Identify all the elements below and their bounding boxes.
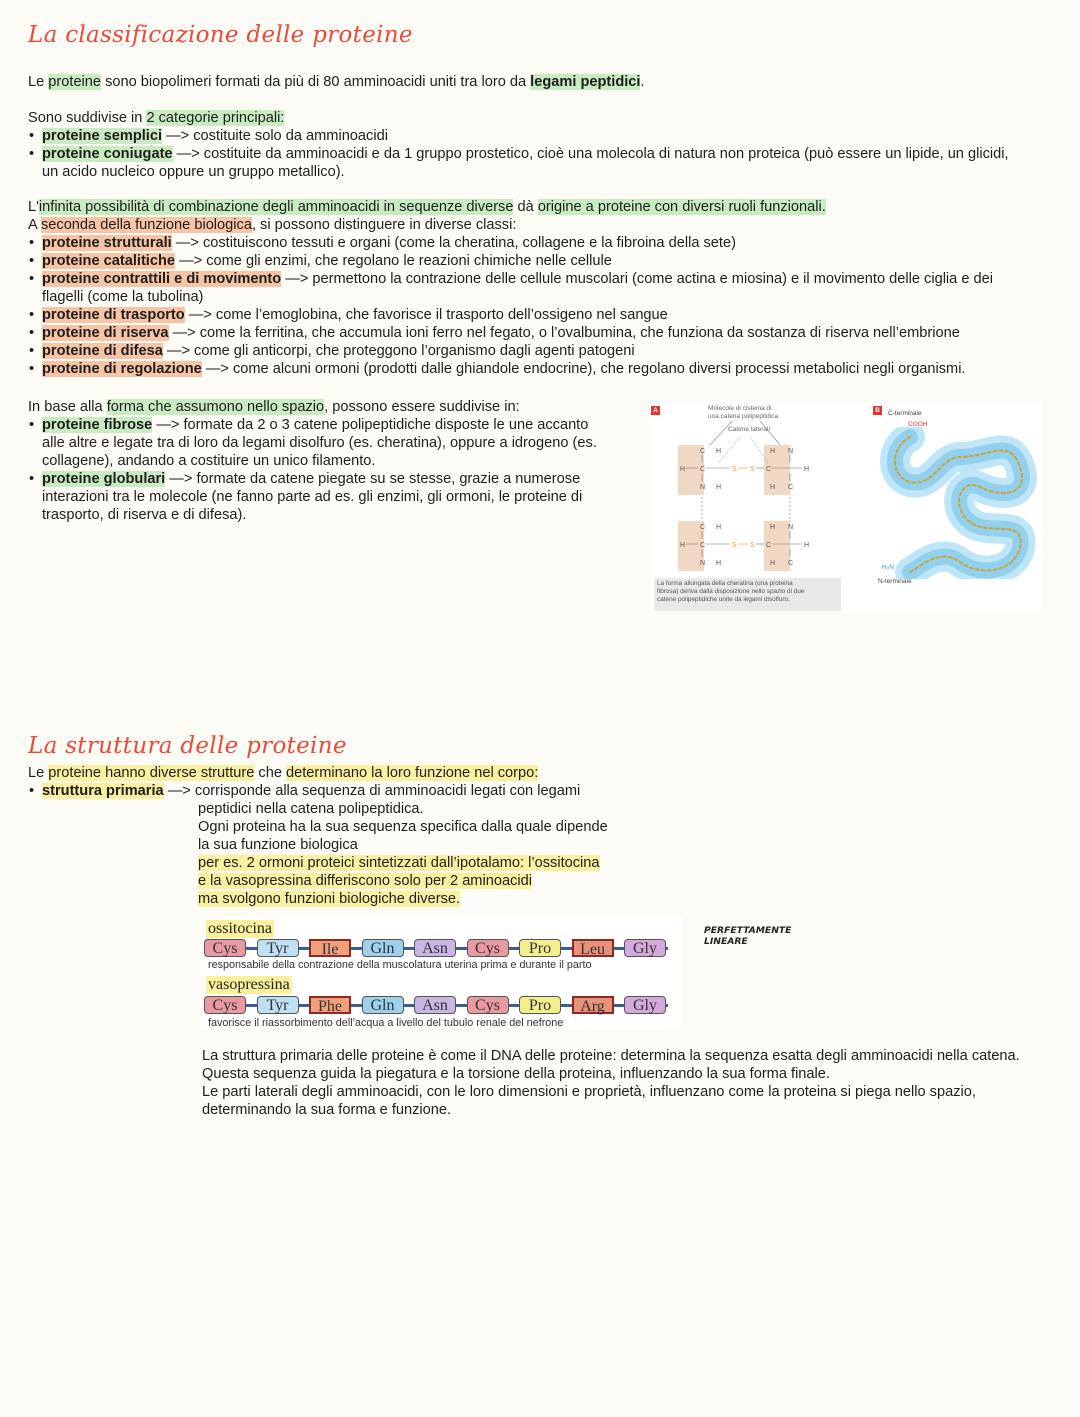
amino-acid-leu: Leu	[572, 939, 614, 957]
category-item	[28, 127, 1009, 145]
text: dà	[513, 199, 538, 215]
intro-text: .	[640, 74, 645, 90]
chain-row-oxytocin	[204, 939, 674, 959]
amino-acid-chains-figure	[200, 917, 682, 1029]
shape-text-continued: interazioni tra le molecole (ne fanno parte ad es. gli enzimi, gli ormoni, le proteine di	[42, 489, 583, 505]
svg-text:H: H	[804, 466, 810, 473]
closing-line: Le parti laterali degli amminoacidi, con le loro dimensioni e proprietà, influenzano come la proteina si piega nello spazio,	[202, 1084, 976, 1100]
svg-text:N: N	[788, 524, 794, 531]
label-n-terminal: N-terminale	[878, 578, 912, 585]
class-item	[28, 234, 993, 252]
amino-acid-phe: Phe	[309, 996, 351, 1014]
arrow: —>	[163, 783, 195, 799]
caption-line: catene polipeptidiche unite da legami disolfuro.	[657, 596, 790, 603]
class-text: —> come alcuni ormoni (prodotti dalle ghiandole endocrine), che regolano diversi processi metabolici negli organismi.	[201, 361, 966, 377]
amino-acid-gln: Gln	[362, 939, 404, 957]
amino-acid-asn: Asn	[414, 939, 456, 957]
shape-term: proteine globulari	[42, 471, 166, 487]
shape-text: —> formate da 2 o 3 catene polipeptidiche disposte le une accanto	[152, 417, 589, 433]
svg-text:S: S	[732, 466, 737, 473]
highlight: origine a proteine con diversi ruoli funzionali.	[537, 199, 826, 215]
label-cooh: COOH	[908, 421, 928, 428]
category-term: proteine coniugate	[42, 146, 173, 162]
amino-acid-cys: Cys	[467, 996, 509, 1014]
highlight: forma che assumono nello spazio	[106, 399, 325, 415]
svg-text:N: N	[700, 484, 706, 491]
shape-term: proteine fibrose	[42, 417, 153, 433]
amino-acid-ile: Ile	[309, 939, 351, 957]
svg-text:C: C	[788, 484, 794, 491]
figure-caption	[654, 578, 841, 611]
class-term: proteine contrattili e di movimento	[42, 271, 282, 287]
amino-acid-asn: Asn	[414, 996, 456, 1014]
svg-text:H: H	[716, 448, 722, 455]
class-text: —> come la ferritina, che accumula ioni ferro nel fegato, o l’ovalbumina, che funziona da sostanza di riserva nell’embrione	[168, 325, 960, 341]
section-title-classification: La classificazione delle proteine	[28, 22, 413, 48]
class-term: proteine di riserva	[42, 325, 169, 341]
svg-text:C: C	[766, 466, 772, 473]
label-side-chains: Catene laterali	[728, 426, 770, 433]
svg-text:C: C	[700, 524, 706, 531]
category-term: proteine semplici	[42, 128, 163, 144]
svg-text:C: C	[700, 542, 706, 549]
classes-line-2	[28, 216, 993, 234]
closing-paragraph	[202, 1047, 1020, 1119]
svg-text:H: H	[716, 484, 722, 491]
class-term: proteine catalitiche	[42, 253, 176, 269]
highlight: 2 categorie principali:	[146, 110, 285, 126]
svg-text:N: N	[700, 560, 706, 567]
intro-keyword: legami peptidici	[530, 74, 641, 90]
structure-intro	[28, 764, 538, 782]
highlight: per es. 2 ormoni proteici sintetizzati dall’ipotalamo: l’ossitocina	[198, 855, 600, 871]
closing-line: La struttura primaria delle proteine è come il DNA delle proteine: determina la sequenza esatta degli amminoacidi nella catena.	[202, 1048, 1020, 1064]
amino-acid-cys: Cys	[204, 939, 246, 957]
highlight: determinano la loro funzione nel corpo:	[286, 765, 539, 781]
functional-classes-block	[28, 198, 993, 378]
class-term: proteine di trasporto	[42, 307, 185, 323]
globular-protein-illustration	[880, 427, 1040, 579]
svg-text:H: H	[770, 448, 776, 455]
structure-text	[198, 890, 608, 908]
text: Sono suddivise in	[28, 110, 147, 126]
amino-acid-arg: Arg	[572, 996, 614, 1014]
svg-text:H: H	[770, 524, 776, 531]
primary-structure-text	[198, 800, 608, 908]
label-c-terminal: C-terminale	[888, 410, 922, 417]
class-text: —> come gli anticorpi, che proteggono l’organismo dagli agenti patogeni	[162, 343, 635, 359]
note-line: LINEARE	[704, 936, 748, 947]
svg-text:H: H	[716, 524, 722, 531]
shape-item-fibrous	[28, 416, 597, 434]
class-item	[28, 252, 993, 270]
category-text-continued: un acido nucleico oppure un gruppo metallico).	[42, 164, 345, 180]
highlight: e la vasopressina differiscono solo per 2 aminoacidi	[198, 873, 532, 889]
class-text: —> come gli enzimi, che regolano le reazioni chimiche nelle cellule	[175, 253, 612, 269]
class-item	[28, 270, 993, 288]
svg-text:H: H	[770, 560, 776, 567]
amino-acid-gly: Gly	[624, 996, 666, 1014]
structure-text	[198, 854, 608, 872]
class-item	[28, 324, 993, 342]
label-cysteine: una catena polipeptidica	[708, 413, 779, 420]
chain-description: responsabile della contrazione della muscolatura uterina prima e durante il parto	[208, 959, 592, 971]
chain-name-vasopressin: vasopressina	[208, 976, 290, 993]
chain-description: favorisce il riassorbimento dell’acqua a livello del tubulo renale del nefrone	[208, 1017, 564, 1029]
primary-structure-item	[28, 782, 580, 800]
highlight: infinita possibilità di combinazione degli amminoacidi in sequenze diverse	[38, 199, 514, 215]
text: Le	[28, 765, 49, 781]
text: che	[254, 765, 286, 781]
shape-intro	[28, 398, 597, 416]
amino-acid-cys: Cys	[204, 996, 246, 1014]
amino-acid-pro: Pro	[519, 996, 561, 1014]
structure-text: corrisponde alla sequenza di amminoacidi legati con legami	[194, 783, 581, 799]
highlight: ma svolgono funzioni biologiche diverse.	[198, 891, 461, 907]
svg-text:H: H	[716, 560, 722, 567]
amino-acid-tyr: Tyr	[257, 996, 299, 1014]
caption-line: La forma allungata della cheratina (una proteina	[657, 580, 793, 587]
amino-acid-cys: Cys	[467, 939, 509, 957]
chain-name-oxytocin: ossitocina	[208, 920, 272, 937]
intro-paragraph	[28, 73, 645, 91]
svg-text:C: C	[700, 466, 706, 473]
structure-text	[198, 872, 608, 890]
figure-badge-b: B	[873, 406, 882, 415]
categories-intro	[28, 109, 1009, 127]
shape-item-globular	[28, 470, 597, 488]
class-text: —> costituiscono tessuti e organi (come la cheratina, collagene e la fibroina della sete)	[171, 235, 736, 251]
highlight: seconda della funzione biologica	[40, 217, 252, 233]
text: A	[28, 217, 41, 233]
amino-acid-gln: Gln	[362, 996, 404, 1014]
structure-text: Ogni proteina ha la sua sequenza specifica dalla quale dipende	[198, 819, 608, 835]
closing-line: determinando la sua forma e funzione.	[202, 1102, 452, 1118]
figure-badge-a: A	[651, 406, 660, 415]
class-text: —> come l’emoglobina, che favorisce il trasporto dell’ossigeno nel sangue	[184, 307, 668, 323]
svg-text:H: H	[770, 484, 776, 491]
intro-highlight: proteine	[48, 74, 102, 90]
primary-structure-heading	[28, 782, 580, 800]
svg-text:S: S	[750, 542, 755, 549]
text: In base alla	[28, 399, 107, 415]
class-item	[28, 360, 993, 378]
amino-acid-tyr: Tyr	[257, 939, 299, 957]
svg-text:H: H	[680, 466, 686, 473]
svg-text:H: H	[804, 542, 810, 549]
structure-text: peptidici nella catena polipeptidica.	[198, 801, 424, 817]
intro-text: Le	[28, 74, 49, 90]
svg-text:S: S	[750, 466, 755, 473]
svg-text:C: C	[766, 542, 772, 549]
note-line: PERFETTAMENTE	[704, 925, 792, 936]
structure-text: la sua funzione biologica	[198, 837, 358, 853]
chain-row-vasopressin	[204, 996, 674, 1016]
category-item	[28, 145, 1009, 163]
shape-text-continued: collagene), andando a costituire un unico filamento.	[42, 453, 376, 469]
class-text: —> permettono la contrazione delle cellule muscolari (come actina e miosina) e il movimento delle ciglia e dei	[281, 271, 993, 287]
classes-line-1	[28, 198, 993, 216]
protein-shape-figure	[650, 401, 1042, 613]
highlight: proteine hanno diverse strutture	[48, 765, 255, 781]
section-title-structure: La struttura delle proteine	[28, 733, 347, 759]
class-term: proteine di difesa	[42, 343, 163, 359]
svg-text:N: N	[788, 448, 794, 455]
label-h2n: H₂N	[882, 564, 894, 571]
class-text-continued: flagelli (come la tubolina)	[42, 289, 204, 305]
text: L'	[28, 199, 39, 215]
structure-term: struttura primaria	[42, 783, 164, 799]
class-term: proteine strutturali	[42, 235, 172, 251]
disulfide-bond-diagram	[650, 401, 850, 581]
intro-text: sono biopolimeri formati da più di 80 amminoacidi uniti tra loro da	[101, 74, 531, 90]
svg-text:S: S	[732, 542, 737, 549]
shape-text-continued: alle altre e legate tra di loro da legami disolfuro (es. cheratina), oppure a idrogeno (es.	[42, 435, 597, 451]
svg-text:H: H	[680, 542, 686, 549]
label-cysteine: Molecole di cisteina di	[708, 405, 772, 412]
closing-line: Questa sequenza guida la piegatura e la torsione della proteina, influenzando la sua forma finale.	[202, 1066, 830, 1082]
shape-text: —> formate da catene piegate su se stesse, grazie a numerose	[165, 471, 581, 487]
text: , si possono distinguere in diverse classi:	[251, 217, 517, 233]
categories-block	[28, 109, 1009, 181]
shape-text-continued: trasporto, di riserva e di difesa).	[42, 507, 247, 523]
shape-block	[28, 398, 597, 524]
amino-acid-pro: Pro	[519, 939, 561, 957]
svg-text:C: C	[700, 448, 706, 455]
class-item	[28, 306, 993, 324]
class-term: proteine di regolazione	[42, 361, 202, 377]
amino-acid-gly: Gly	[624, 939, 666, 957]
caption-line: fibrosa) deriva dalla disposizione nello spazio di due	[657, 588, 805, 595]
class-item	[28, 342, 993, 360]
category-text: —> costituite solo da amminoacidi	[162, 128, 388, 144]
text: , possono essere suddivise in:	[324, 399, 520, 415]
svg-text:C: C	[788, 560, 794, 567]
category-text: —> costituite da amminoacidi e da 1 gruppo prostetico, cioè una molecola di natura non proteica (può essere un lipide, un glicidi,	[172, 146, 1009, 162]
handwritten-note	[704, 925, 791, 947]
